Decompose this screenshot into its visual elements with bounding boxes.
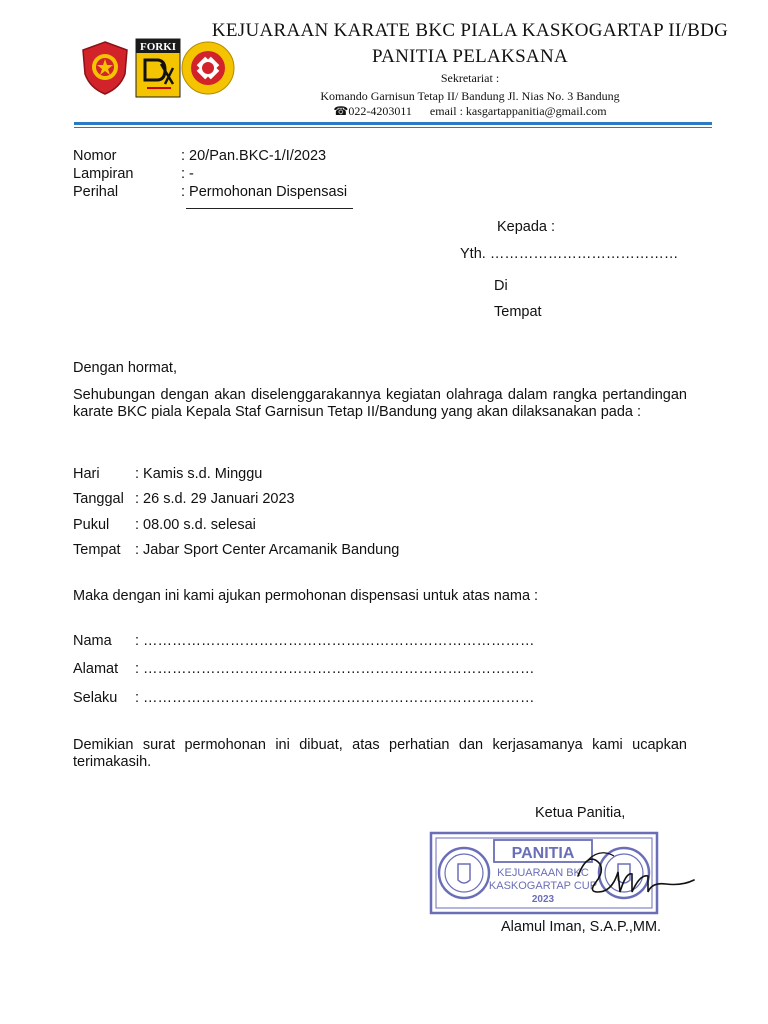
nama-field: : ………………………………………………………………………: [135, 633, 535, 649]
recipient-di: Di: [494, 278, 508, 294]
letterhead-title: KEJUARAAN KARATE BKC PIALA KASKOGARTAP II/BDG: [211, 20, 729, 41]
perihal-value: : Permohonan Dispensasi: [181, 184, 348, 200]
kodam-emblem: [80, 40, 130, 96]
letterhead-subtitle: PANITIA PELAKSANA: [372, 46, 568, 67]
stamp-line-3: KASKOGARTAP CUP: [488, 880, 598, 892]
stamp-title: PANITIA: [511, 845, 575, 862]
closing-paragraph: Demikian surat permohonan ini dibuat, atas perhatian dan kerjasamanya kami ucapkan terimakasih.: [73, 737, 687, 770]
svg-text:FORKI: FORKI: [139, 41, 177, 53]
signature-role: Ketua Panitia,: [535, 805, 626, 821]
perihal-label: Perihal: [73, 184, 119, 200]
tempat-value: : Jabar Sport Center Arcamanik Bandung: [135, 542, 400, 558]
selaku-field: : ………………………………………………………………………: [135, 690, 535, 706]
stamp-year: 2023: [531, 894, 555, 905]
letterhead-email: email : kasgartappanitia@gmail.com: [429, 104, 607, 118]
recipient-tempat: Tempat: [494, 304, 542, 320]
letterhead-contact: [200, 104, 740, 119]
pukul-label: Pukul: [73, 517, 110, 533]
lampiran-label: Lampiran: [73, 166, 134, 182]
greeting: Dengan hormat,: [73, 360, 177, 376]
alamat-field: : ………………………………………………………………………: [135, 661, 535, 677]
nomor-value: : 20/Pan.BKC-1/I/2023: [181, 148, 327, 164]
phone-icon: ☎: [333, 104, 349, 118]
intro-paragraph: Sehubungan dengan akan diselenggarakannya kegiatan olahraga dalam rangka pertandingan karate BKC piala Kepala Staf Garnisun Tetap II/Bandung yang akan dilaksanakan pada :: [73, 387, 687, 420]
recipient-yth: Yth. …………………………………: [460, 246, 679, 262]
alamat-label: Alamat: [73, 661, 119, 677]
letterhead-address: Komando Garnisun Tetap II/ Bandung Jl. Nias No. 3 Bandung: [320, 89, 620, 103]
recipient-kepada: Kepada :: [497, 219, 556, 235]
tanggal-label: Tanggal: [73, 491, 124, 507]
stamp-line-2: KEJUARAAN BKC: [497, 867, 589, 879]
forki-logo: [135, 38, 181, 98]
handwritten-signature: [570, 842, 700, 904]
selaku-label: Selaku: [73, 690, 118, 706]
tempat-label: Tempat: [73, 542, 121, 558]
request-text: Maka dengan ini kami ajukan permohonan dispensasi untuk atas nama :: [73, 588, 539, 604]
nomor-label: Nomor: [73, 148, 117, 164]
hari-label: Hari: [73, 466, 100, 482]
hari-value: : Kamis s.d. Minggu: [135, 466, 263, 482]
header-divider-thin: [74, 127, 712, 128]
signatory-name: Alamul Iman, S.A.P.,MM.: [501, 919, 662, 935]
lampiran-value: : -: [181, 166, 194, 182]
header-divider: [74, 122, 712, 125]
nama-label: Nama: [73, 633, 112, 649]
pukul-value: : 08.00 s.d. selesai: [135, 517, 256, 533]
tanggal-value: : 26 s.d. 29 Januari 2023: [135, 491, 295, 507]
letterhead-phone: 022-4203011: [348, 104, 412, 118]
perihal-underline: [186, 208, 353, 209]
secretariat-label: Sekretariat :: [440, 71, 500, 85]
